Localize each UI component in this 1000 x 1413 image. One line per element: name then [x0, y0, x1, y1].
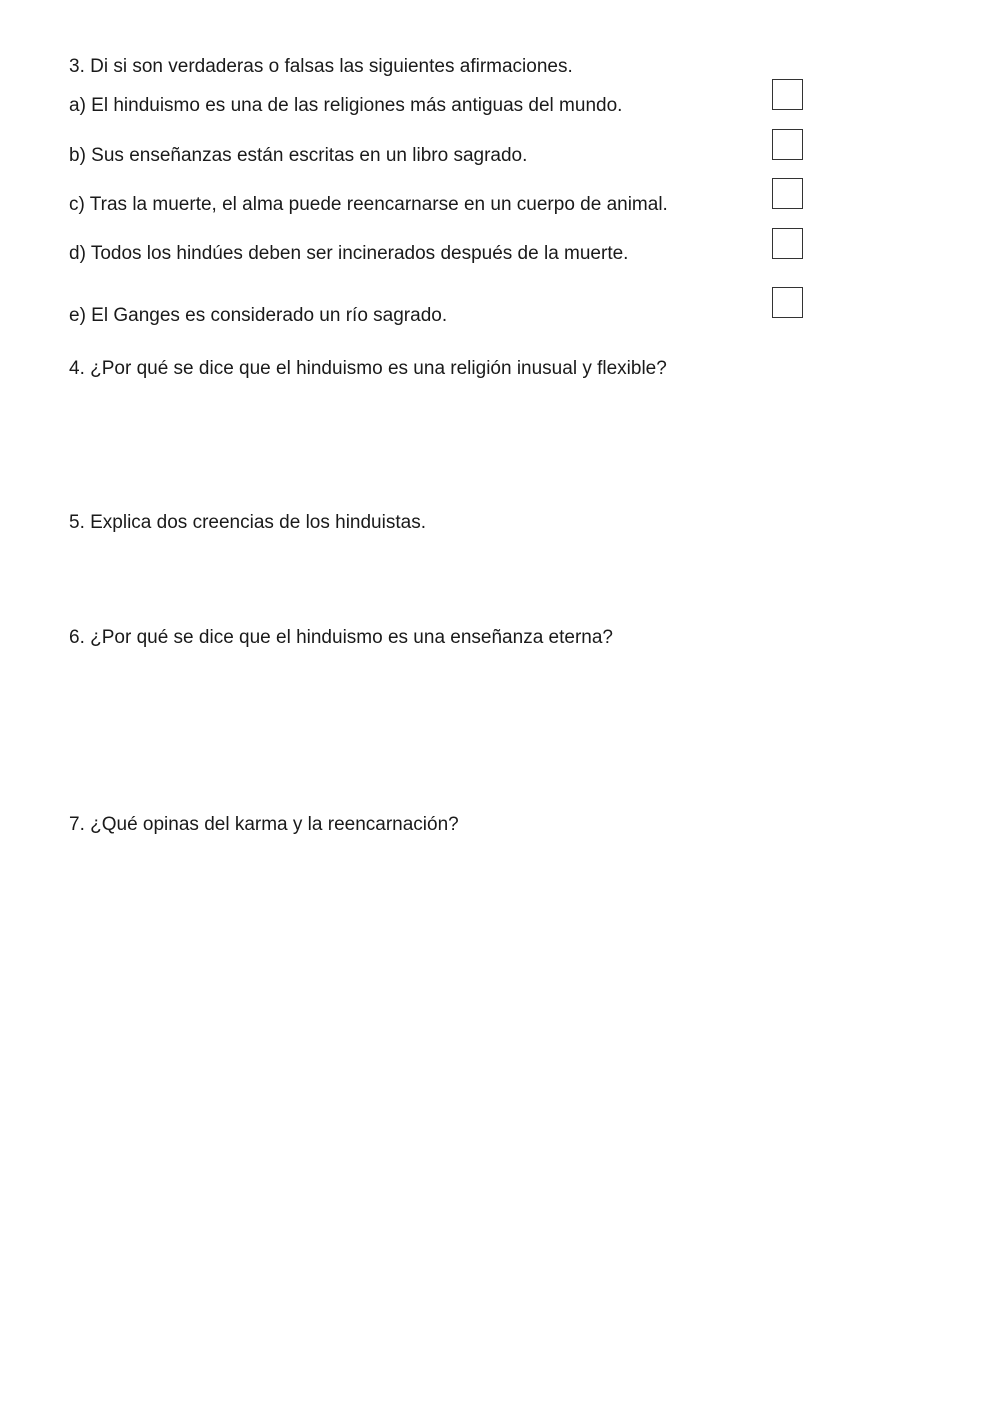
- question-5: 5. Explica dos creencias de los hinduistas.: [69, 512, 426, 533]
- question-4: 4. ¿Por qué se dice que el hinduismo es una religión inusual y flexible?: [69, 358, 667, 379]
- statement-b: b) Sus enseñanzas están escritas en un libro sagrado.: [69, 145, 528, 166]
- statement-a: a) El hinduismo es una de las religiones más antiguas del mundo.: [69, 95, 623, 116]
- statement-d: d) Todos los hindúes deben ser incinerados después de la muerte.: [69, 243, 629, 264]
- answer-area-6[interactable]: [69, 661, 929, 796]
- answer-box-a[interactable]: [772, 79, 803, 110]
- answer-box-e[interactable]: [772, 287, 803, 318]
- question-6: 6. ¿Por qué se dice que el hinduismo es una enseñanza eterna?: [69, 627, 613, 648]
- answer-box-d[interactable]: [772, 228, 803, 259]
- statement-e: e) El Ganges es considerado un río sagrado.: [69, 305, 448, 326]
- question-3-title: 3. Di si son verdaderas o falsas las siguientes afirmaciones.: [69, 56, 573, 77]
- answer-area-4[interactable]: [69, 392, 929, 497]
- answer-box-b[interactable]: [772, 129, 803, 160]
- answer-box-c[interactable]: [772, 178, 803, 209]
- answer-area-5[interactable]: [69, 546, 929, 611]
- question-7: 7. ¿Qué opinas del karma y la reencarnación?: [69, 814, 459, 835]
- answer-area-7[interactable]: [69, 848, 929, 1368]
- statement-c: c) Tras la muerte, el alma puede reencarnarse en un cuerpo de animal.: [69, 194, 668, 215]
